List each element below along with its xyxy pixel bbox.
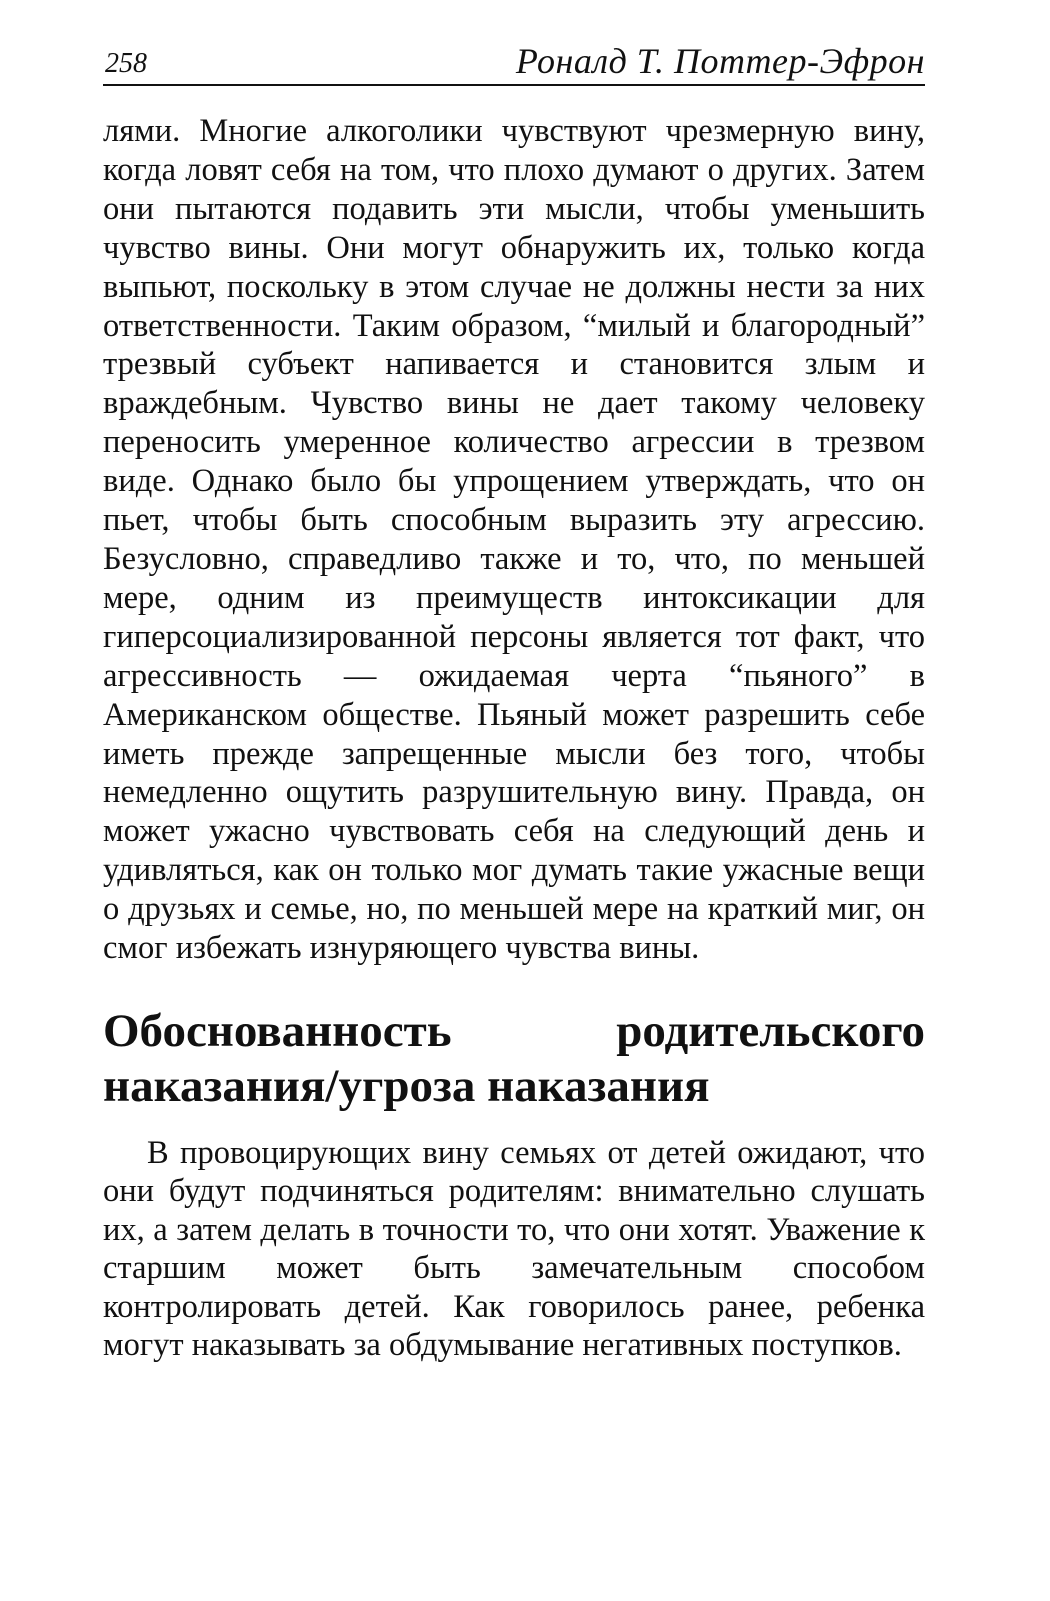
section-heading: Обоснованность родительского наказания/угроза наказания [103, 1004, 925, 1112]
section-paragraph: В провоцирующих вину семьях от детей ожидают, что они будут подчиняться родителям: внимательно слушать их, а затем делать в точности то, что они хотят. Уважение к старшим может быть замечательным способом контролировать детей. Как говорилось ранее, ребенка могут наказывать за обдумывание негативных поступков. [103, 1134, 925, 1364]
body-paragraph: лями. Многие алкоголики чувствуют чрезмерную вину, когда ловят себя на том, что плохо думают о других. Затем они пытаются подавить эти мысли, чтобы уменьшить чувство вины. Они могут обнаружить их, только когда выпьют, поскольку в этом случае не должны нести за них ответственности. Таким образом, “милый и благородный” трезвый субъект напивается и становится злым и враждебным. Чувство вины не дает такому человеку переносить умеренное количество агрессии в трезвом виде. Однако было бы упрощением утверждать, что он пьет, чтобы быть способным выразить эту агрессию. Безусловно, справедливо также и то, что, по меньшей мере, одним из преимуществ интоксикации для гиперсоциализированной персоны является тот факт, что агрессивность — ожидаемая черта “пьяного” в Американском обществе. Пьяный может разрешить себе иметь прежде запрещенные мысли без того, чтобы немедленно ощутить разрушительную вину. Правда, он может ужасно чувствовать себя на следующий день и удивляться, как он только мог думать такие ужасные вещи о друзьях и семье, но, по меньшей мере на краткий миг, он смог избежать изнуряющего чувства вины. [103, 113, 925, 967]
running-header [103, 40, 925, 86]
book-page [103, 40, 925, 1365]
page-number: 258 [105, 48, 147, 79]
running-title: Роналд Т. Поттер-Эфрон [515, 41, 925, 81]
